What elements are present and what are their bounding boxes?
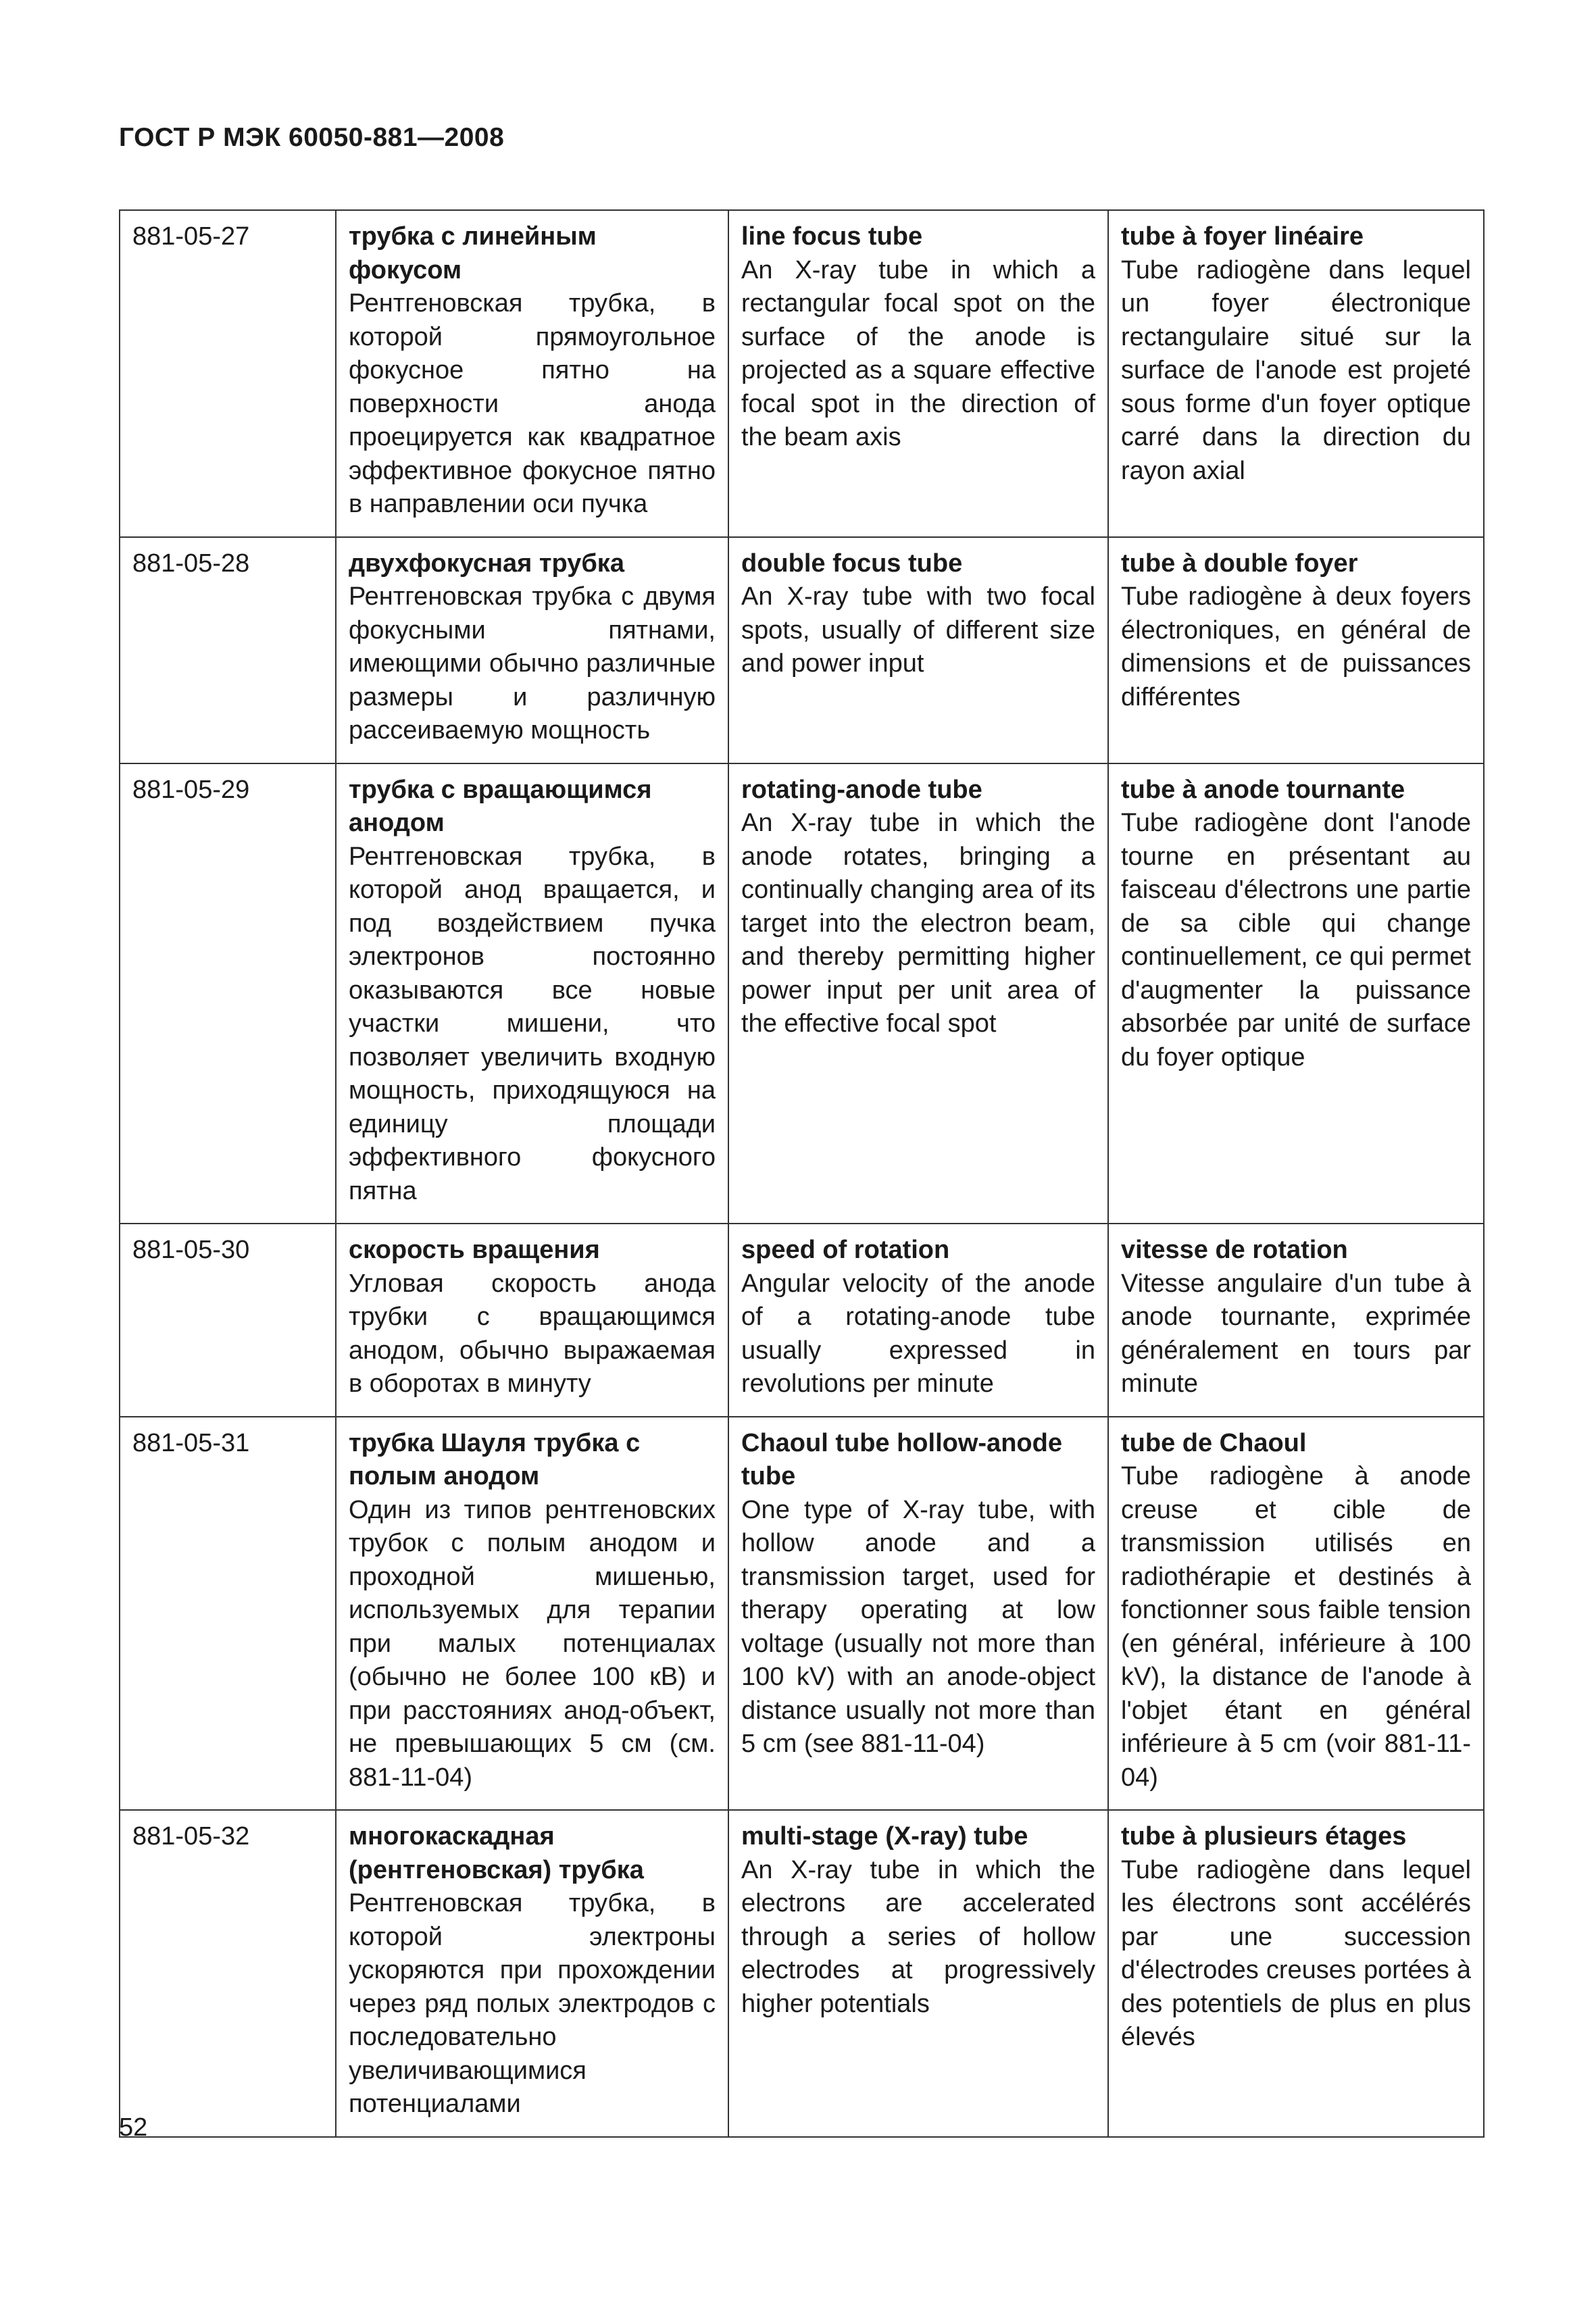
french-term: tube de Chaoul: [1121, 1428, 1307, 1457]
french-cell: [1108, 1417, 1484, 1811]
english-definition: One type of X-ray tube, with hollow anode and a transmission target, used for therapy operating at low voltage (usually not more than 100 kV) with an anode-object distance usually not more than 5 cm (see 881-11-04): [741, 1495, 1095, 1758]
french-cell: [1108, 537, 1484, 763]
english-term: multi-stage (X-ray) tube: [741, 1822, 1028, 1851]
french-term: vitesse de rotation: [1121, 1236, 1348, 1264]
term-code: 881-05-27: [120, 210, 336, 537]
english-definition: An X-ray tube with two focal spots, usually of different size and power input: [741, 582, 1095, 678]
term-code: 881-05-31: [120, 1417, 336, 1811]
french-term: tube à double foyer: [1121, 549, 1358, 578]
english-cell: [728, 1810, 1108, 2137]
russian-term: трубка Шауля трубка с полым анодом: [349, 1428, 641, 1490]
english-cell: [728, 1417, 1108, 1811]
russian-definition: Один из типов рентгеновских трубок с полым анодом и проходной мишенью, используемых для терапии при малых потенциалах (обычно не более 100 кВ) и при расстояниях анод-объект, не превышающих 5 см (см. 881-11-04): [349, 1495, 716, 1792]
russian-term: двухфокусная трубка: [349, 549, 624, 578]
french-cell: [1108, 210, 1484, 537]
russian-term: скорость вращения: [349, 1236, 600, 1264]
russian-definition: Угловая скорость анода трубки с вращающимся анодом, обычно выражаемая в оборотах в минуту: [349, 1269, 716, 1398]
french-definition: Tube radiogène dont l'anode tourne en présentant au faisceau d'électrons une partie de sa cible qui change continuellement, ce qui permet d'augmenter la puissance absorbée par unité de surface du foyer optique: [1121, 809, 1471, 1072]
terms-table: [119, 209, 1485, 2138]
russian-cell: [336, 210, 728, 537]
french-definition: Tube radiogène dans lequel les électrons sont accélérés par une succession d'électrodes creuses portées à des potentiels de plus en plus élevés: [1121, 1855, 1471, 2051]
english-term: double focus tube: [741, 549, 963, 578]
french-term: tube à plusieurs étages: [1121, 1822, 1407, 1851]
table-row: [120, 1810, 1484, 2137]
russian-cell: [336, 537, 728, 763]
document-header: ГОСТ Р МЭК 60050-881—2008: [119, 123, 505, 152]
table-row: [120, 1224, 1484, 1417]
english-cell: [728, 763, 1108, 1224]
french-cell: [1108, 1224, 1484, 1417]
french-definition: Tube radiogène à deux foyers électroniques, en général de dimensions et de puissances différentes: [1121, 582, 1471, 711]
russian-cell: [336, 1810, 728, 2137]
french-definition: Tube radiogène dans lequel un foyer électronique rectangulaire situé sur la surface de l'anode est projeté sous forme d'un foyer optique carré dans la direction du rayon axial: [1121, 255, 1471, 485]
french-term: tube à foyer linéaire: [1121, 222, 1364, 251]
russian-definition: Рентгеновская трубка с двумя фокусными пятнами, имеющими обычно различные размеры и различную рассеиваемую мощность: [349, 582, 716, 745]
french-cell: [1108, 763, 1484, 1224]
english-cell: [728, 537, 1108, 763]
russian-cell: [336, 1224, 728, 1417]
russian-term: многокаскадная (рентгеновская) трубка: [349, 1822, 644, 1884]
english-definition: Angular velocity of the anode of a rotating-anode tube usually expressed in revolutions per minute: [741, 1269, 1095, 1398]
french-cell: [1108, 1810, 1484, 2137]
english-cell: [728, 1224, 1108, 1417]
russian-cell: [336, 763, 728, 1224]
russian-definition: Рентгеновская трубка, в которой анод вращается, и под воздействием пучка электронов постоянно оказываются все новые участки мишени, что позволяет увеличить входную мощность, приходящуюся на единицу площади эффективного фокусного пятна: [349, 842, 716, 1205]
english-term: speed of rotation: [741, 1236, 950, 1264]
english-cell: [728, 210, 1108, 537]
table-row: [120, 763, 1484, 1224]
french-definition: Vitesse angulaire d'un tube à anode tournante, exprimée généralement en tours par minute: [1121, 1269, 1471, 1398]
russian-term: трубка с линейным фокусом: [349, 222, 597, 284]
english-definition: An X-ray tube in which a rectangular focal spot on the surface of the anode is projected as a square effective focal spot in the direction of the beam axis: [741, 255, 1095, 451]
english-definition: An X-ray tube in which the electrons are accelerated through a series of hollow electrodes at progressively higher potentials: [741, 1855, 1095, 2018]
term-code: 881-05-32: [120, 1810, 336, 2137]
english-term: Chaoul tube hollow-anode tube: [741, 1428, 1062, 1490]
table-row: [120, 1417, 1484, 1811]
page-number: 52: [119, 2113, 148, 2142]
term-code: 881-05-28: [120, 537, 336, 763]
table-row: [120, 210, 1484, 537]
english-definition: An X-ray tube in which the anode rotates, bringing a continually changing area of its target into the electron beam, and thereby permitting higher power input per unit area of the effective focal spot: [741, 809, 1095, 1038]
russian-definition: Рентгеновская трубка, в которой электроны ускоряются при прохождении через ряд полых электродов с последовательно увеличивающимися потенциалами: [349, 1889, 716, 2118]
russian-definition: Рентгеновская трубка, в которой прямоугольное фокусное пятно на поверхности анода проецируется как квадратное эффективное фокусное пятно в направлении оси пучка: [349, 289, 716, 518]
russian-term: трубка с вращающимся анодом: [349, 775, 652, 837]
french-definition: Tube radiogène à anode creuse et cible de transmission utilisés en radiothérapie et destinés à fonctionner sous faible tension (en général, inférieure à 100 kV), la distance de l'anode à l'objet étant en général inférieure à 5 cm (voir 881-11-04): [1121, 1462, 1471, 1792]
table-row: [120, 537, 1484, 763]
french-term: tube à anode tournante: [1121, 775, 1405, 804]
term-code: 881-05-29: [120, 763, 336, 1224]
term-code: 881-05-30: [120, 1224, 336, 1417]
english-term: rotating-anode tube: [741, 775, 982, 804]
russian-cell: [336, 1417, 728, 1811]
english-term: line focus tube: [741, 222, 923, 251]
